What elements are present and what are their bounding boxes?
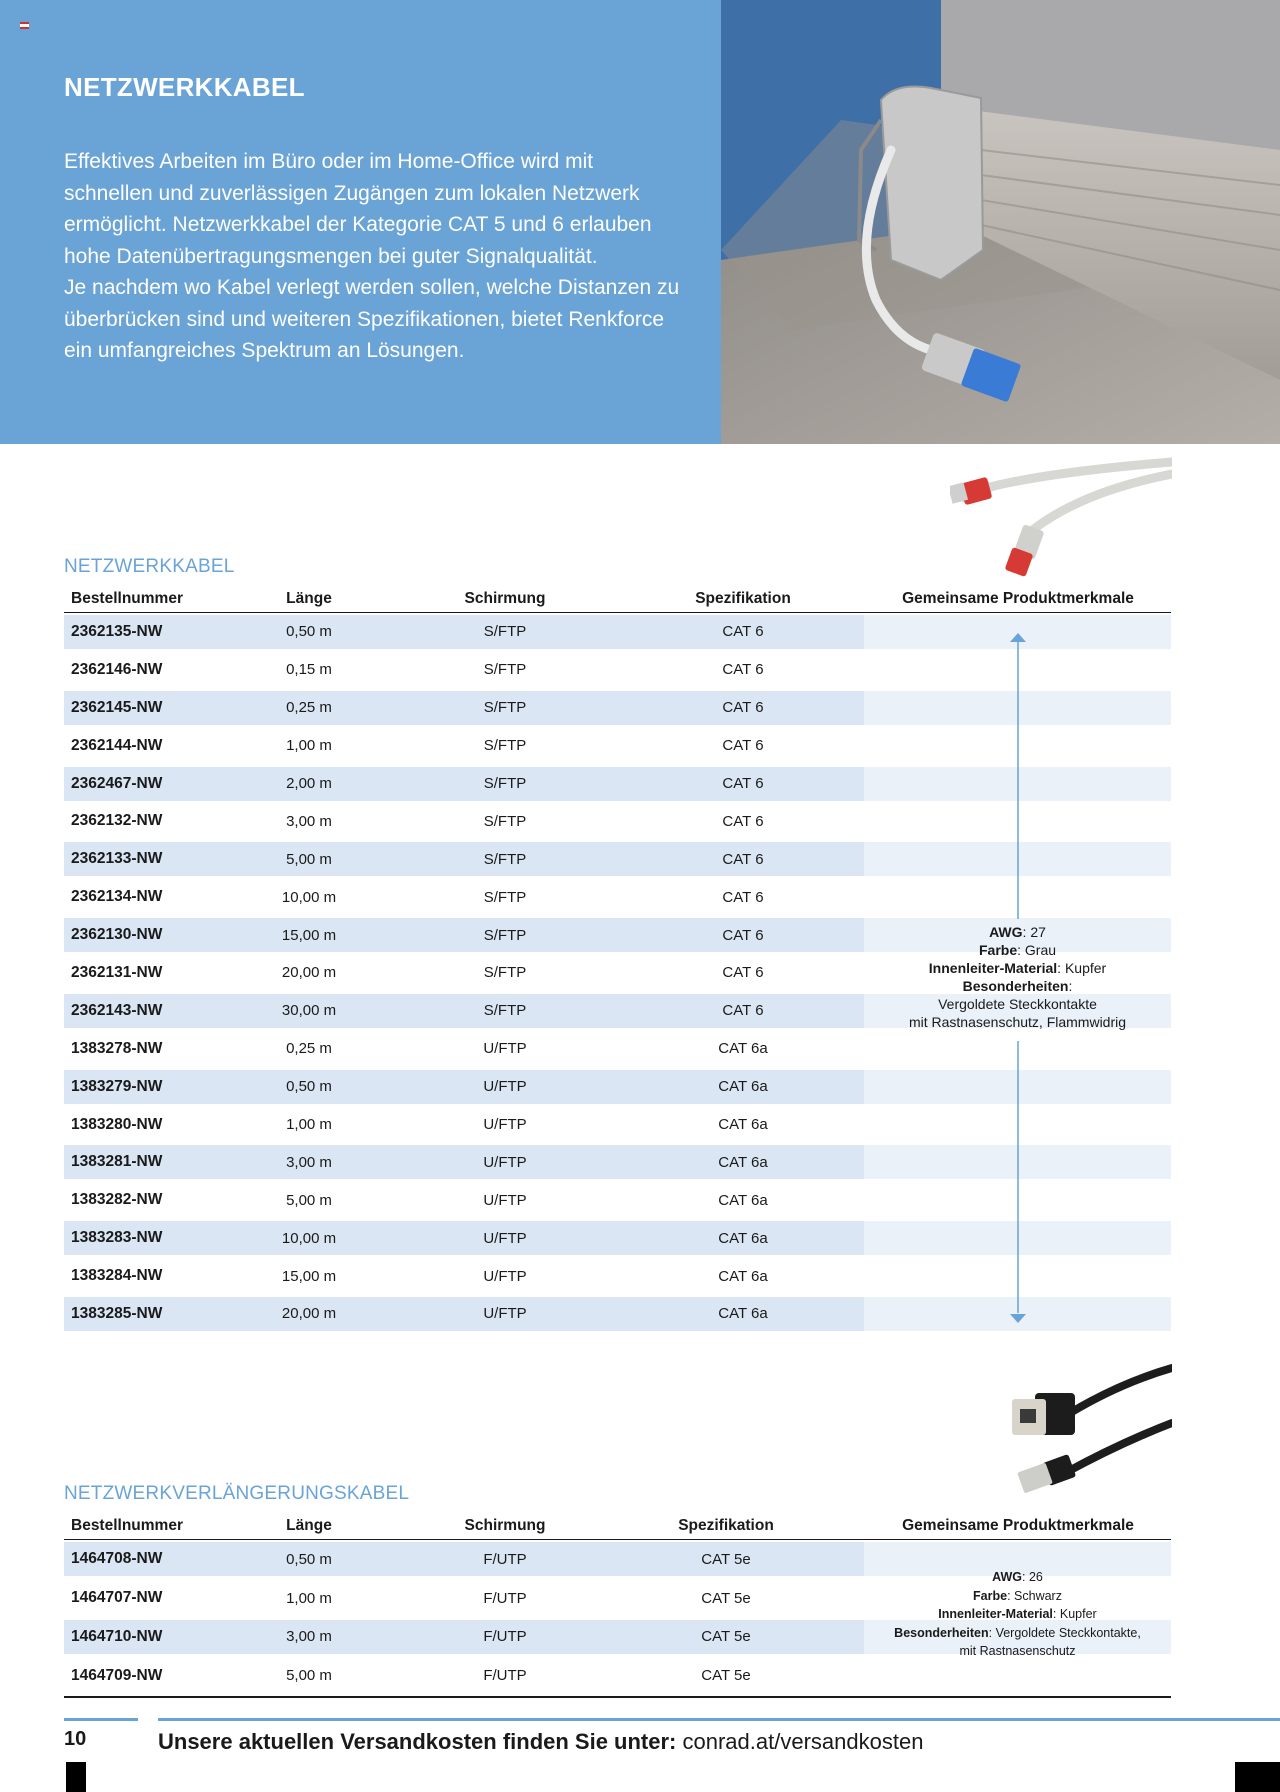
cell-schirmung: S/FTP <box>483 888 527 906</box>
feature-label: Farbe <box>978 942 1018 958</box>
section-title-verlaengerungskabel: NETZWERKVERLÄNGERUNGSKABEL <box>64 1483 410 1504</box>
cell-laenge: 0,50 m <box>286 1550 332 1568</box>
cell-laenge: 10,00 m <box>281 888 337 906</box>
header-laenge: Länge <box>286 1517 332 1534</box>
hero-line: ein umfangreiches Spektrum an Lösungen. <box>64 339 465 362</box>
feature-value: : Kupfer <box>1052 1607 1097 1621</box>
cell-laenge: 2,00 m <box>286 775 332 792</box>
cell-schirmung: S/FTP <box>483 850 527 868</box>
cell-bestellnummer: 1383284-NW <box>71 1267 163 1285</box>
table-row <box>64 1106 1171 1144</box>
footer-shipping-note <box>158 1729 923 1755</box>
feature-value: mit Rastnasenschutz, Flammwidrig <box>908 1014 1127 1030</box>
cell-bestellnummer: 2362130-NW <box>71 926 163 944</box>
cell-schirmung: U/FTP <box>483 1267 527 1285</box>
cell-spezifikation: CAT 6 <box>722 926 764 944</box>
extension-cable-image <box>1010 1363 1172 1505</box>
cell-bestellnummer: 1464709-NW <box>71 1666 163 1684</box>
cell-schirmung: F/UTP <box>483 1589 527 1607</box>
cell-laenge: 20,00 m <box>281 964 337 982</box>
cell-laenge: 0,25 m <box>286 699 332 717</box>
feature-value: : Schwarz <box>1007 1588 1062 1603</box>
cell-schirmung: S/FTP <box>483 737 527 755</box>
cell-laenge: 5,00 m <box>286 1191 332 1209</box>
feature-label: AWG <box>989 924 1023 940</box>
cell-laenge: 0,50 m <box>286 623 332 641</box>
cell-schirmung: U/FTP <box>483 1078 527 1096</box>
cell-bestellnummer: 2362132-NW <box>71 812 163 830</box>
cell-laenge: 5,00 m <box>286 850 332 868</box>
network-cable-image <box>950 452 1172 582</box>
feature-value: : 26 <box>1022 1570 1043 1584</box>
cell-schirmung: U/FTP <box>483 1305 527 1323</box>
cell-laenge: 0,15 m <box>286 661 332 679</box>
table-row <box>64 689 1171 727</box>
table-row <box>64 1181 1171 1219</box>
table-row <box>64 1295 1171 1333</box>
table-row <box>64 802 1171 840</box>
cell-bestellnummer: 1464710-NW <box>71 1627 163 1645</box>
table-row <box>64 1143 1171 1181</box>
common-features-1 <box>864 923 1171 1031</box>
cell-bestellnummer: 1383282-NW <box>71 1191 163 1209</box>
cell-spezifikation: CAT 6a <box>718 1116 768 1134</box>
cell-bestellnummer: 2362135-NW <box>71 622 163 640</box>
cell-schirmung: F/UTP <box>483 1667 527 1685</box>
cell-laenge: 10,00 m <box>281 1229 337 1247</box>
cell-spezifikation: CAT 6 <box>722 888 764 906</box>
hero-line: überbrücken sind und weiteren Spezifikationen, bietet Renkforce <box>64 307 665 331</box>
cell-laenge: 3,00 m <box>286 1153 332 1171</box>
table-row <box>64 1656 1171 1695</box>
cell-spezifikation: CAT 5e <box>701 1589 751 1607</box>
row-band-features <box>864 1658 1171 1692</box>
table-row <box>64 765 1171 803</box>
feature-value: : <box>1068 978 1073 994</box>
cell-laenge: 1,00 m <box>286 1116 332 1134</box>
page-number: 10 <box>64 1728 87 1750</box>
cell-laenge: 15,00 m <box>281 1267 337 1285</box>
cell-spezifikation: CAT 6a <box>718 1267 768 1285</box>
cell-bestellnummer: 2362146-NW <box>71 660 163 678</box>
table-netzwerkkabel <box>64 585 1171 1333</box>
cell-bestellnummer: 1383281-NW <box>71 1153 163 1171</box>
cell-spezifikation: CAT 5e <box>701 1550 751 1568</box>
cell-bestellnummer: 1383280-NW <box>71 1115 163 1133</box>
cell-bestellnummer: 1464707-NW <box>71 1589 163 1607</box>
hero-photo-cable-skirting <box>721 0 1280 444</box>
hero-title: NETZWERKKABEL <box>64 72 305 102</box>
cell-schirmung: S/FTP <box>483 926 527 944</box>
cell-spezifikation: CAT 5e <box>701 1628 751 1646</box>
cell-bestellnummer: 2362143-NW <box>71 1001 163 1019</box>
cell-schirmung: S/FTP <box>483 964 527 982</box>
cell-spezifikation: CAT 6a <box>718 1305 768 1323</box>
cell-laenge: 0,25 m <box>286 1040 332 1058</box>
cell-laenge: 0,50 m <box>286 1078 332 1096</box>
cell-laenge: 3,00 m <box>286 812 332 830</box>
table-row <box>64 878 1171 916</box>
cell-laenge: 3,00 m <box>286 1628 332 1646</box>
feature-label: Innenleiter-Material <box>938 1607 1053 1621</box>
feature-value: : 27 <box>1022 924 1046 940</box>
header-schirmung: Schirmung <box>464 590 546 607</box>
cell-spezifikation: CAT 6a <box>718 1040 768 1058</box>
header-bestellnummer: Bestellnummer <box>71 590 183 607</box>
crop-mark-right <box>1235 1762 1280 1792</box>
cell-spezifikation: CAT 6 <box>722 775 764 792</box>
cell-spezifikation: CAT 6 <box>722 699 764 717</box>
section-title-netzwerkkabel: NETZWERKKABEL <box>64 556 235 577</box>
cell-schirmung: S/FTP <box>483 812 527 830</box>
cell-schirmung: F/UTP <box>483 1628 527 1646</box>
table-verlaengerungskabel <box>64 1512 1171 1695</box>
header-produktmerkmale: Gemeinsame Produktmerkmale <box>902 590 1134 607</box>
feature-label: Innenleiter-Material <box>928 960 1058 976</box>
cell-spezifikation: CAT 6 <box>722 1002 764 1020</box>
cell-schirmung: S/FTP <box>483 623 527 641</box>
header-bestellnummer: Bestellnummer <box>71 1517 183 1534</box>
cell-laenge: 1,00 m <box>286 1589 332 1607</box>
cell-bestellnummer: 1383283-NW <box>71 1229 163 1247</box>
cell-schirmung: F/UTP <box>483 1550 527 1568</box>
cell-schirmung: S/FTP <box>483 1002 527 1020</box>
cell-spezifikation: CAT 6 <box>722 623 764 641</box>
feature-value: : Kupfer <box>1057 960 1107 976</box>
hero-line: ermöglicht. Netzwerkkabel der Kategorie CAT 5 und 6 erlauben <box>64 213 652 236</box>
hero-description <box>64 146 704 367</box>
hero-line: Effektives Arbeiten im Büro oder im Home-Office wird mit <box>64 150 594 173</box>
cell-spezifikation: CAT 6a <box>718 1153 768 1171</box>
cell-spezifikation: CAT 6 <box>722 737 764 755</box>
header-produktmerkmale: Gemeinsame Produktmerkmale <box>902 1517 1134 1534</box>
cell-bestellnummer: 2362133-NW <box>71 850 163 868</box>
cell-schirmung: U/FTP <box>483 1116 527 1134</box>
cell-laenge: 20,00 m <box>281 1305 337 1323</box>
table-header <box>64 585 1171 613</box>
cell-schirmung: U/FTP <box>483 1040 527 1058</box>
feature-value: Vergoldete Steckkontakte <box>938 996 1097 1012</box>
footer-rule-right <box>158 1718 1280 1721</box>
cell-spezifikation: CAT 6a <box>718 1229 768 1247</box>
cell-bestellnummer: 2362145-NW <box>71 698 163 716</box>
footer-rule-left <box>64 1718 138 1721</box>
feature-value: : Grau <box>1017 942 1057 958</box>
feature-label: Besonderheiten <box>894 1625 989 1640</box>
table-row <box>64 1219 1171 1257</box>
hero-line: schnellen und zuverlässigen Zugängen zum lokalen Netzwerk <box>64 181 640 205</box>
cell-bestellnummer: 2362467-NW <box>71 774 163 792</box>
header-spezifikation: Spezifikation <box>695 590 791 607</box>
cell-bestellnummer: 1383278-NW <box>71 1039 163 1057</box>
hero-line: Je nachdem wo Kabel verlegt werden sollen, welche Distanzen zu <box>64 276 680 299</box>
header-laenge: Länge <box>286 590 332 607</box>
table-row <box>64 1068 1171 1106</box>
cell-bestellnummer: 1464708-NW <box>71 1550 163 1568</box>
feature-value: : Vergoldete Steckkontakte, <box>988 1625 1141 1640</box>
cell-spezifikation: CAT 6 <box>722 812 764 830</box>
cell-spezifikation: CAT 6 <box>722 661 764 679</box>
cell-schirmung: U/FTP <box>483 1229 527 1247</box>
footer-text-bold: Unsere aktuellen Versandkosten finden Sie unter: <box>158 1729 683 1754</box>
cell-schirmung: U/FTP <box>483 1191 527 1209</box>
cell-bestellnummer: 2362144-NW <box>71 736 163 754</box>
feature-label: AWG <box>992 1570 1022 1584</box>
cell-laenge: 5,00 m <box>286 1667 332 1685</box>
hero-banner <box>0 0 1280 444</box>
feature-value: mit Rastnasenschutz <box>959 1644 1076 1658</box>
table-row <box>64 613 1171 651</box>
cell-schirmung: S/FTP <box>483 775 527 792</box>
cell-laenge: 1,00 m <box>286 737 332 755</box>
austria-flag-icon <box>20 22 29 29</box>
table-row <box>64 1257 1171 1295</box>
cell-spezifikation: CAT 6a <box>718 1191 768 1209</box>
hero-text-panel <box>0 0 721 444</box>
table-row <box>64 1030 1171 1068</box>
cell-schirmung: S/FTP <box>483 661 527 679</box>
cell-bestellnummer: 1383285-NW <box>71 1304 163 1322</box>
header-spezifikation: Spezifikation <box>678 1517 774 1534</box>
common-features-2 <box>864 1568 1171 1661</box>
cell-schirmung: U/FTP <box>483 1153 527 1171</box>
cell-spezifikation: CAT 6a <box>718 1078 768 1096</box>
table-bottom-rule <box>64 1696 1171 1698</box>
hero-line: hohe Datenübertragungsmengen bei guter Signalqualität. <box>64 244 598 268</box>
cell-laenge: 15,00 m <box>281 926 337 944</box>
cell-laenge: 30,00 m <box>281 1002 337 1020</box>
table-row <box>64 840 1171 878</box>
cell-bestellnummer: 2362134-NW <box>71 888 163 906</box>
cell-spezifikation: CAT 6 <box>722 850 764 868</box>
feature-label: Besonderheiten <box>962 978 1069 994</box>
cell-bestellnummer: 2362131-NW <box>71 963 163 981</box>
cell-spezifikation: CAT 5e <box>701 1667 751 1685</box>
header-schirmung: Schirmung <box>464 1517 546 1534</box>
table-row <box>64 651 1171 689</box>
cell-schirmung: S/FTP <box>483 699 527 717</box>
cell-spezifikation: CAT 6 <box>722 964 764 982</box>
feature-label: Farbe <box>973 1588 1008 1603</box>
table-row <box>64 727 1171 765</box>
table-header <box>64 1512 1171 1540</box>
crop-mark-left <box>66 1762 86 1792</box>
cell-bestellnummer: 1383279-NW <box>71 1077 163 1095</box>
footer-url-link[interactable]: conrad.at/versandkosten <box>682 1729 924 1754</box>
